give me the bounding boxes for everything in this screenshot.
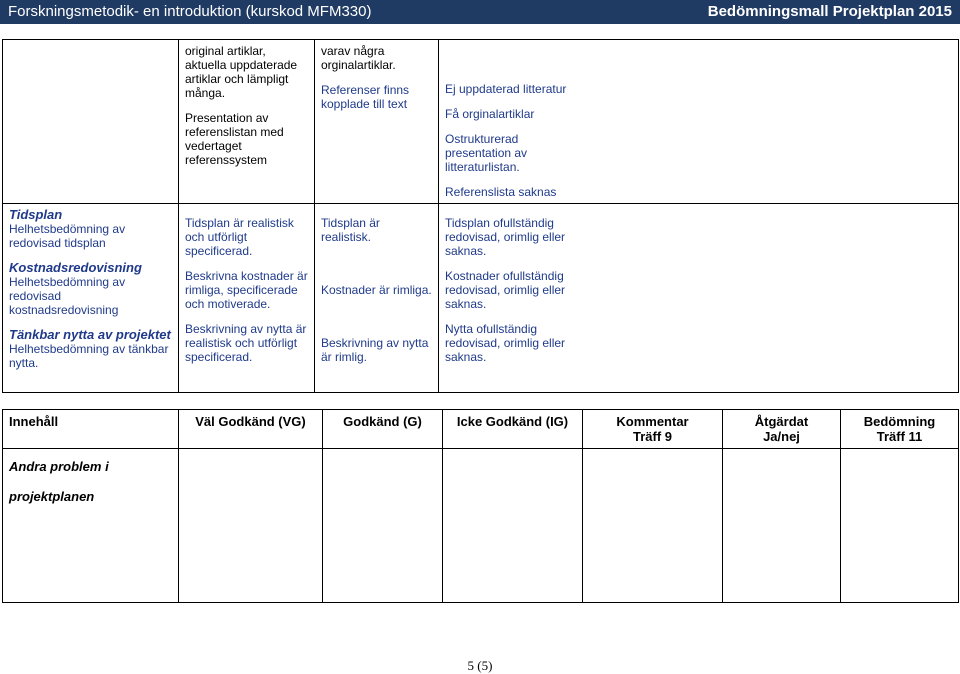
g-text: Referenser finns kopplade till text <box>321 83 410 111</box>
action-header <box>723 410 841 449</box>
g-header: Godkänd (G) <box>323 410 443 449</box>
references-row <box>3 40 959 204</box>
criteria-cell <box>3 40 179 204</box>
ig-text: Referenslista saknas <box>445 185 557 199</box>
vg-header: Väl Godkänd (VG) <box>179 410 323 449</box>
vg-text: Beskrivna kostnader är rimliga, specificerade och motiverade. <box>185 269 308 311</box>
problems-label: Andra problem i <box>9 459 109 474</box>
vg-text: Tidsplan är realistisk och utförligt specificerad. <box>185 216 294 258</box>
g-text: varav några orginalartiklar. <box>321 44 396 72</box>
ig-text: Tidsplan ofullständig redovisad, orimlig eller saknas. <box>445 216 566 258</box>
ig-text: Kostnader ofullständig redovisad, orimlig eller saknas. <box>445 269 566 311</box>
criteria-heading: Tidsplan <box>9 207 63 222</box>
vg-text: Presentation av referenslistan med vedertaget referenssystem <box>185 111 284 167</box>
g-text: Kostnader är rimliga. <box>321 283 432 297</box>
ig-cell <box>439 40 959 204</box>
criteria-heading: Kostnadsredovisning <box>9 260 142 275</box>
comment-cell[interactable] <box>583 449 723 603</box>
criteria-text: Helhetsbedömning av redovisad tidsplan <box>9 222 126 250</box>
vg-cell <box>179 40 315 204</box>
g-text: Beskrivning av nytta är rimlig. <box>321 336 429 364</box>
g-cell <box>315 40 439 204</box>
grade-header <box>841 410 959 449</box>
ig-text: Ostrukturerad presentation av litteraturlistan. <box>445 132 528 174</box>
content-header: Innehåll <box>3 410 179 449</box>
problems-label-cell <box>3 449 179 603</box>
action-header-text: Åtgärdat Ja/nej <box>754 414 809 444</box>
document-title: Bedömningsmall Projektplan 2015 <box>707 3 952 20</box>
comment-header-text: Kommentar Träff 9 <box>616 414 689 444</box>
criteria-text: Helhetsbedömning av redovisad kostnadsredovisning <box>9 275 126 317</box>
course-title: Forskningsmetodik- en introduktion (kurskod MFM330) <box>8 3 372 20</box>
criteria-cell <box>3 204 179 393</box>
vg-text: Beskrivning av nytta är realistisk och utförligt specificerad. <box>185 322 307 364</box>
problems-row <box>3 449 959 603</box>
ig-cell <box>439 204 959 393</box>
vg-cell <box>179 204 315 393</box>
vg-text: original artiklar, aktuella uppdaterade artiklar och lämpligt många. <box>185 44 298 100</box>
vg-cell <box>179 449 323 603</box>
budget-row <box>3 204 959 393</box>
ig-cell <box>443 449 583 603</box>
page-header-bar <box>0 0 960 24</box>
criteria-heading: Tänkbar nytta av projektet <box>9 327 171 342</box>
header-row <box>3 410 959 449</box>
g-cell <box>315 204 439 393</box>
problems-label: projektplanen <box>9 489 95 504</box>
comment-header <box>583 410 723 449</box>
ig-text: Få orginalartiklar <box>445 107 535 121</box>
ig-text: Ej uppdaterad litteratur <box>445 82 567 96</box>
problems-table <box>2 409 959 603</box>
ig-header: Icke Godkänd (IG) <box>443 410 583 449</box>
page-number: 5 (5) <box>467 658 493 673</box>
ig-text: Nytta ofullständig redovisad, orimlig eller saknas. <box>445 322 566 364</box>
grade-header-text: Bedömning Träff 11 <box>863 414 936 444</box>
g-cell <box>323 449 443 603</box>
criteria-text: Helhetsbedömning av tänkbar nytta. <box>9 342 169 370</box>
g-text: Tidsplan är realistisk. <box>321 216 380 244</box>
assessment-table <box>2 39 959 393</box>
grade-cell[interactable] <box>841 449 959 603</box>
action-cell[interactable] <box>723 449 841 603</box>
